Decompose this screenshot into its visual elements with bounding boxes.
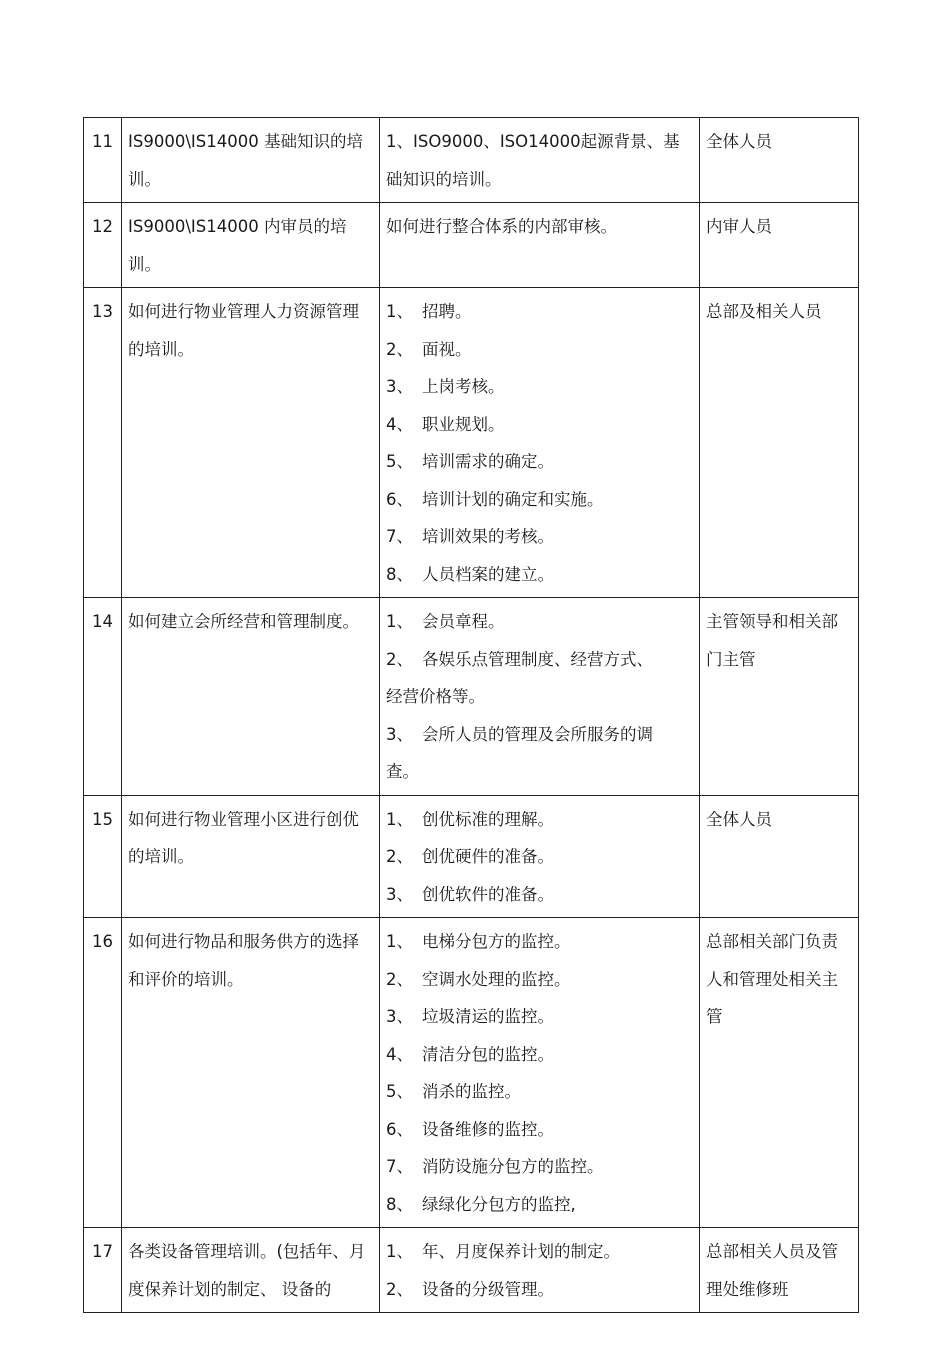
training-topic: 如何建立会所经营和管理制度。 xyxy=(122,598,380,796)
training-table xyxy=(83,117,859,1313)
row-number: 11 xyxy=(84,118,122,203)
list-item xyxy=(386,293,693,331)
list-item-number: 1、 xyxy=(386,302,413,321)
list-item-text: 设备的分级管理。 xyxy=(422,1279,554,1299)
list-item xyxy=(386,1186,693,1224)
list-item-text: 各娱乐点管理制度、经营方式、 xyxy=(422,649,653,669)
list-item-number: 2、 xyxy=(386,847,413,866)
list-item-number: 2、 xyxy=(386,1279,413,1299)
list-item-text: 面视。 xyxy=(422,339,472,359)
list-item-text: 人员档案的建立。 xyxy=(422,564,554,584)
table-row xyxy=(84,918,859,1228)
table-row xyxy=(84,598,859,796)
list-item xyxy=(386,801,693,839)
list-item-text: 创优硬件的准备。 xyxy=(422,847,554,866)
target-audience: 总部相关部门负责人和管理处相关主管 xyxy=(700,918,859,1228)
list-item-number: 7、 xyxy=(386,527,413,546)
row-number: 16 xyxy=(84,918,122,1228)
training-table-body xyxy=(84,118,859,1313)
list-item-continuation: 经营价格等。 xyxy=(386,687,485,706)
training-content xyxy=(380,118,700,203)
list-item-number: 6、 xyxy=(386,489,413,509)
list-item-number: 1、 xyxy=(386,809,413,829)
list-item-text: 创优标准的理解。 xyxy=(422,809,554,829)
list-item-text: 会所人员的管理及会所服务的调 xyxy=(422,724,653,744)
row-number: 13 xyxy=(84,288,122,598)
list-item-text: 消杀的监控。 xyxy=(422,1082,521,1101)
training-topic: 各类设备管理培训。(包括年、月度保养计划的制定、 设备的 xyxy=(122,1228,380,1313)
list-item xyxy=(386,1148,693,1186)
training-content xyxy=(380,1228,700,1313)
list-item-text: 招聘。 xyxy=(422,302,472,321)
list-item-number: 3、 xyxy=(386,1007,413,1026)
target-audience: 总部相关人员及管理处维修班 xyxy=(700,1228,859,1313)
list-item xyxy=(386,1271,693,1309)
list-item xyxy=(386,998,693,1036)
training-topic: 如何进行物品和服务供方的选择和评价的培训。 xyxy=(122,918,380,1228)
list-item xyxy=(386,1073,693,1111)
row-number: 15 xyxy=(84,795,122,918)
list-item xyxy=(386,1036,693,1074)
list-item-number: 8、 xyxy=(386,564,413,584)
list-item-text: 设备维修的监控。 xyxy=(422,1119,554,1139)
list-item-text: 培训计划的确定和实施。 xyxy=(422,489,604,509)
list-item xyxy=(386,641,693,679)
list-item xyxy=(386,1233,693,1271)
row-number: 14 xyxy=(84,598,122,796)
list-item-number: 2、 xyxy=(386,969,413,989)
list-item-text: 培训需求的确定。 xyxy=(422,452,554,471)
target-audience: 全体人员 xyxy=(700,118,859,203)
list-item-text: 职业规划。 xyxy=(422,414,505,434)
list-item-text: 电梯分包方的监控。 xyxy=(422,932,571,951)
training-topic: 如何进行物业管理小区进行创优的培训。 xyxy=(122,795,380,918)
list-item-number: 5、 xyxy=(386,1082,413,1101)
list-item-text: 消防设施分包方的监控。 xyxy=(422,1157,604,1176)
target-audience: 总部及相关人员 xyxy=(700,288,859,598)
list-item-text: 空调水处理的监控。 xyxy=(422,969,571,989)
list-item-text: 年、月度保养计划的制定。 xyxy=(422,1242,620,1261)
list-item-text: 绿绿化分包方的监控, xyxy=(422,1194,576,1214)
table-row xyxy=(84,795,859,918)
list-item-number: 1、 xyxy=(386,932,413,951)
list-item-text: 会员章程。 xyxy=(422,612,505,631)
list-item-number: 3、 xyxy=(386,724,413,744)
list-item-number: 1、 xyxy=(386,1242,413,1261)
list-item-number: 6、 xyxy=(386,1119,413,1139)
table-row xyxy=(84,118,859,203)
list-item xyxy=(386,961,693,999)
list-item-number: 2、 xyxy=(386,649,413,669)
list-item-number: 8、 xyxy=(386,1194,413,1214)
training-topic: IS9000\IS14000 内审员的培训。 xyxy=(122,203,380,288)
row-number: 12 xyxy=(84,203,122,288)
list-item xyxy=(386,556,693,594)
list-item xyxy=(386,876,693,914)
list-item xyxy=(386,518,693,556)
list-item xyxy=(386,838,693,876)
training-content xyxy=(380,203,700,288)
target-audience: 主管领导和相关部门主管 xyxy=(700,598,859,796)
target-audience: 全体人员 xyxy=(700,795,859,918)
list-item xyxy=(386,368,693,406)
list-item-number: 5、 xyxy=(386,452,413,471)
list-item-number: 2、 xyxy=(386,339,413,359)
list-item-continuation: 查。 xyxy=(386,762,419,781)
list-item-number: 3、 xyxy=(386,884,413,904)
table-row xyxy=(84,1228,859,1313)
table-row xyxy=(84,288,859,598)
list-item-text: 上岗考核。 xyxy=(422,377,505,396)
training-content xyxy=(380,795,700,918)
list-item xyxy=(386,716,693,754)
list-item xyxy=(386,406,693,444)
list-item-text: 创优软件的准备。 xyxy=(422,884,554,904)
list-item-number: 3、 xyxy=(386,377,413,396)
list-item xyxy=(386,1111,693,1149)
target-audience: 内审人员 xyxy=(700,203,859,288)
list-item-text: 清洁分包的监控。 xyxy=(422,1044,554,1064)
training-content xyxy=(380,288,700,598)
training-content xyxy=(380,918,700,1228)
row-number: 17 xyxy=(84,1228,122,1313)
list-item-text: 培训效果的考核。 xyxy=(422,527,554,546)
list-item-number: 7、 xyxy=(386,1157,413,1176)
list-item-number: 4、 xyxy=(386,1044,413,1064)
list-item xyxy=(386,923,693,961)
training-topic: 如何进行物业管理人力资源管理的培训。 xyxy=(122,288,380,598)
list-item xyxy=(386,603,693,641)
list-item-number: 4、 xyxy=(386,414,413,434)
content-text: 如何进行整合体系的内部审核。 xyxy=(386,217,617,236)
training-content xyxy=(380,598,700,796)
training-topic: IS9000\IS14000 基础知识的培训。 xyxy=(122,118,380,203)
list-item-text: 垃圾清运的监控。 xyxy=(422,1007,554,1026)
table-row xyxy=(84,203,859,288)
list-item-number: 1、 xyxy=(386,612,413,631)
content-text: 1、ISO9000、ISO14000起源背景、基础知识的培训。 xyxy=(386,132,680,189)
list-item xyxy=(386,481,693,519)
list-item xyxy=(386,443,693,481)
list-item xyxy=(386,331,693,369)
